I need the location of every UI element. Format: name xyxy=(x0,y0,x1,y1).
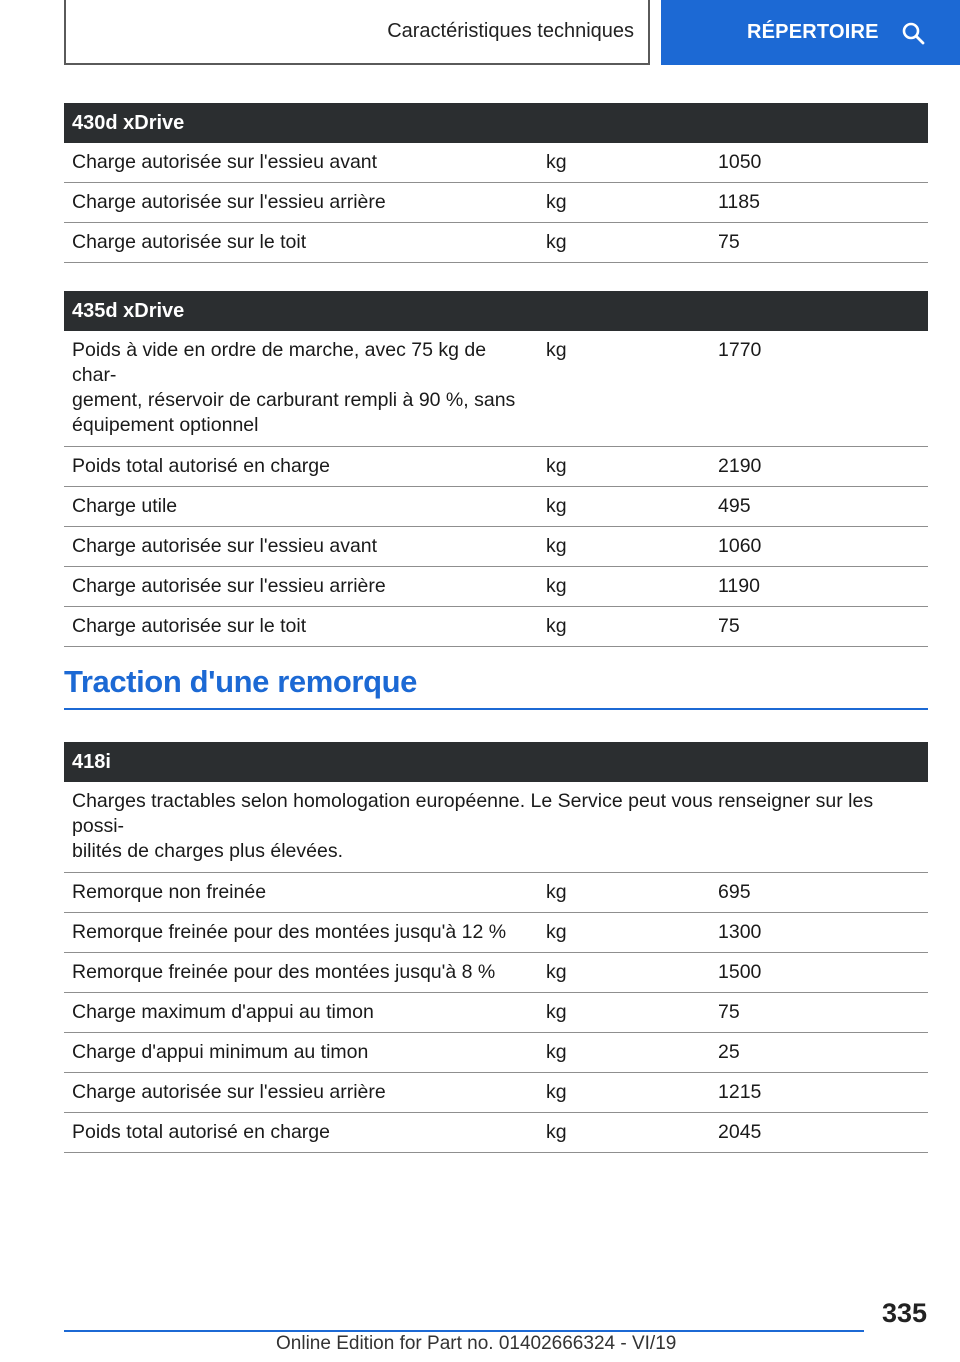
table-heading: 430d xDrive xyxy=(64,103,928,143)
table-row xyxy=(64,1033,928,1073)
row-label: Charge autorisée sur le toit xyxy=(72,231,307,253)
row-unit: kg xyxy=(546,339,567,361)
row-value: 2190 xyxy=(718,455,762,477)
table-heading: 435d xDrive xyxy=(64,291,928,331)
row-label: Remorque freinée pour des montées jusqu'à 8 % xyxy=(72,961,496,983)
row-label: Charge autorisée sur le toit xyxy=(72,615,307,637)
row-value: 75 xyxy=(718,615,740,637)
table-row xyxy=(64,331,928,447)
row-unit: kg xyxy=(546,615,567,637)
spec-table-430d xyxy=(64,103,928,263)
footer-edition: Online Edition for Part no. 01402666324 - VI/19 xyxy=(276,1333,677,1354)
row-label: Charge autorisée sur l'essieu avant xyxy=(72,535,378,557)
row-value: 25 xyxy=(718,1041,740,1063)
row-unit: kg xyxy=(546,231,567,253)
row-value: 1215 xyxy=(718,1081,762,1103)
row-unit: kg xyxy=(546,1001,567,1023)
row-unit: kg xyxy=(546,455,567,477)
trailer-table-418i xyxy=(64,742,928,1153)
row-value: 1050 xyxy=(718,151,762,173)
row-value: 1060 xyxy=(718,535,762,557)
row-unit: kg xyxy=(546,1041,567,1063)
row-value: 1190 xyxy=(718,575,760,597)
row-value: 2045 xyxy=(718,1121,762,1143)
row-value: 1770 xyxy=(718,339,762,361)
row-unit: kg xyxy=(546,1121,567,1143)
page-number: 335 xyxy=(881,1298,927,1328)
footer-divider xyxy=(64,1330,864,1332)
section-title: Traction d'une remorque xyxy=(64,664,928,710)
table-row xyxy=(64,183,928,223)
chapter-title: Caractéristiques techniques xyxy=(387,20,634,42)
table-row xyxy=(64,1073,928,1113)
row-unit: kg xyxy=(546,1081,567,1103)
row-label: Charge d'appui minimum au timon xyxy=(72,1041,369,1063)
row-label: Poids total autorisé en charge xyxy=(72,455,330,477)
table-row xyxy=(64,993,928,1033)
row-label: Poids à vide en ordre de marche, avec 75 kg de char- gement, réservoir de carburant rempli à 90 %, sans équipement optionnel xyxy=(72,339,516,436)
table-row xyxy=(64,873,928,913)
row-unit: kg xyxy=(546,961,567,983)
row-value: 495 xyxy=(718,495,751,517)
chapter-tab[interactable] xyxy=(64,0,650,65)
row-label: Charge utile xyxy=(72,495,178,517)
table-row xyxy=(64,607,928,647)
row-label: Charge maximum d'appui au timon xyxy=(72,1001,374,1023)
table-heading: 418i xyxy=(64,742,928,782)
spec-table-435d xyxy=(64,291,928,647)
directory-button[interactable] xyxy=(661,0,960,65)
table-note-row xyxy=(64,782,928,873)
row-value: 75 xyxy=(718,1001,740,1023)
table-row xyxy=(64,913,928,953)
row-value: 1300 xyxy=(718,921,762,943)
table-note: Charges tractables selon homologation européenne. Le Service peut vous renseigner sur les possi- bilités de charges plus élevées. xyxy=(72,790,874,862)
row-unit: kg xyxy=(546,881,567,903)
row-label: Charge autorisée sur l'essieu arrière xyxy=(72,575,386,597)
table-row xyxy=(64,447,928,487)
table-row xyxy=(64,487,928,527)
row-value: 695 xyxy=(718,881,751,903)
table-row xyxy=(64,567,928,607)
row-label: Remorque freinée pour des montées jusqu'à 12 % xyxy=(72,921,507,943)
row-label: Remorque non freinée xyxy=(72,881,267,903)
table-row xyxy=(64,527,928,567)
row-unit: kg xyxy=(546,191,567,213)
row-unit: kg xyxy=(546,535,567,557)
row-label: Poids total autorisé en charge xyxy=(72,1121,330,1143)
row-value: 75 xyxy=(718,231,740,253)
row-value: 1500 xyxy=(718,961,762,983)
row-unit: kg xyxy=(546,495,567,517)
table-row xyxy=(64,1113,928,1153)
row-unit: kg xyxy=(546,575,567,597)
table-row xyxy=(64,143,928,183)
table-row xyxy=(64,953,928,993)
row-value: 1185 xyxy=(718,191,760,213)
row-unit: kg xyxy=(546,151,567,173)
row-label: Charge autorisée sur l'essieu arrière xyxy=(72,1081,386,1103)
row-label: Charge autorisée sur l'essieu arrière xyxy=(72,191,386,213)
search-icon xyxy=(901,21,925,45)
row-label: Charge autorisée sur l'essieu avant xyxy=(72,151,378,173)
directory-label: RÉPERTOIRE xyxy=(747,21,879,43)
row-unit: kg xyxy=(546,921,567,943)
table-row xyxy=(64,223,928,263)
